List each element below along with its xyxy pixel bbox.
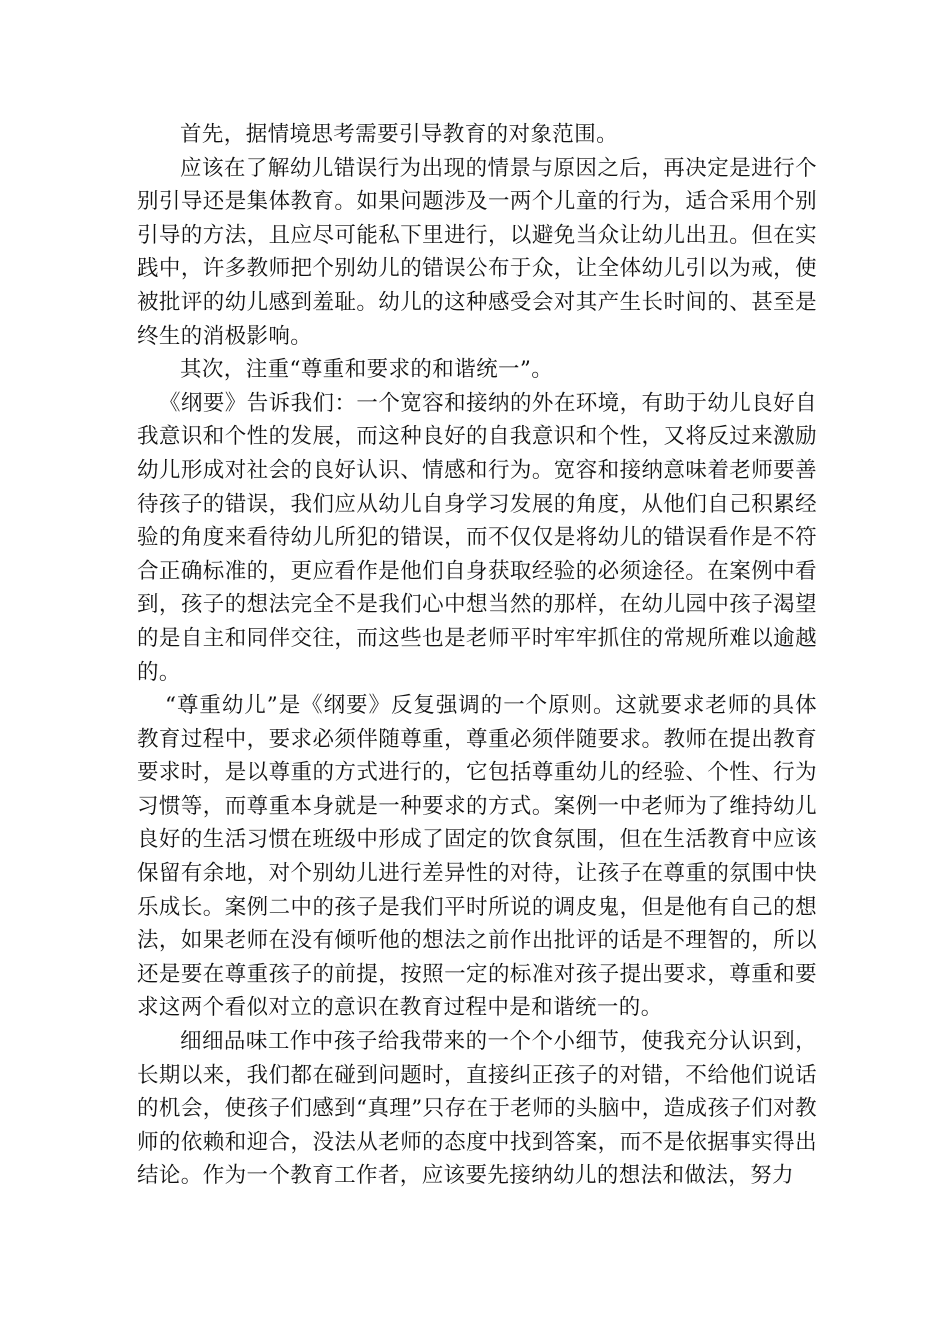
paragraph-second-point: 其次，注重“尊重和要求的和谐统一”。 [180,357,554,383]
paragraph-reflection: 细细品味工作中孩子给我带来的一个个小细节，使我充分认识到，长期以来，我们都在碰到问题时，直接纠正孩子的对错，不给他们说话的机会，使孩子们感到“真理”只存在于老师的头脑中，造成孩子们对教师的依赖和迎合，没法从老师的态度中找到答案，而不是依据事实得出结论。作为一个教育工作者，应该要先接纳幼儿的想法和做法，努力 [137,1029,817,1189]
paragraph-respect-children: “尊重幼儿”是《纲要》反复强调的一个原则。这就要求老师的具体教育过程中，要求必须伴随尊重，尊重必须伴随要求。教师在提出教育要求时，是以尊重的方式进行的，它包括尊重幼儿的经验、个性、行为习惯等，而尊重本身就是一种要求的方式。案例一中老师为了维持幼儿良好的生活习惯在班级中形成了固定的饮食氛围，但在生活教育中应该保留有余地，对个别幼儿进行差异性的对待，让孩子在尊重的氛围中快乐成长。案例二中的孩子是我们平时所说的调皮鬼，但是他有自己的想法，如果老师在没有倾听他的想法之前作出批评的话是不理智的，所以还是要在尊重孩子的前提，按照一定的标准对孩子提出要求，尊重和要求这两个看似对立的意识在教育过程中是和谐统一的。 [137,693,817,1021]
document-body [137,118,817,1193]
paragraph-outline-tolerance: 《纲要》告诉我们：一个宽容和接纳的外在环境，有助于幼儿良好自我意识和个性的发展，而这种良好的自我意识和个性，又将反过来激励幼儿形成对社会的良好认识、情感和行为。宽容和接纳意味着老师要善待孩子的错误，我们应从幼儿自身学习发展的角度，从他们自己积累经验的角度来看待幼儿所犯的错误，而不仅仅是将幼儿的错误看作是不符合正确标准的，更应看作是他们自身获取经验的必须途径。在案例中看到，孩子的想法完全不是我们心中想当然的那样，在幼儿园中孩子渴望的是自主和同伴交往，而这些也是老师平时牢牢抓住的常规所难以逾越的。 [137,390,817,685]
paragraph-first-point: 首先，据情境思考需要引导教育的对象范围。 [180,122,619,147]
paragraph-individual-guidance: 应该在了解幼儿错误行为出现的情景与原因之后，再决定是进行个别引导还是集体教育。如果问题涉及一两个儿童的行为，适合采用个别引导的方法，且应尽可能私下里进行，以避免当众让幼儿出丑。但在实践中，许多教师把个别幼儿的错误公布于众，让全体幼儿引以为戒，使被批评的幼儿感到羞耻。幼儿的这种感受会对其产生长时间的、甚至是终生的消极影响。 [137,155,817,349]
